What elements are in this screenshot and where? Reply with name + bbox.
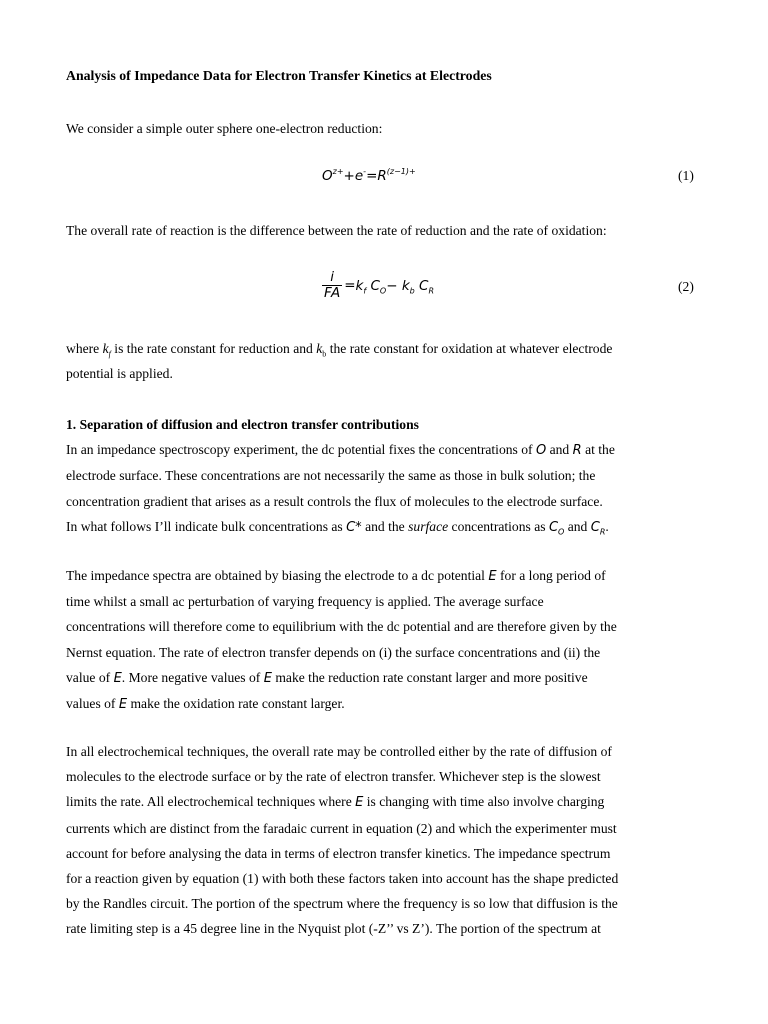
- impedance-paragraph: [66, 563, 702, 717]
- where-line-1: where $k_f$ is the rate constant for reduction and $k_b$ the rate constant for oxidation at whatever electrode: [66, 341, 613, 359]
- impedance-line-3: concentrations will therefore come to equilibrium with the dc potential and are therefore given by the: [66, 619, 617, 635]
- section-1-line-3: concentration gradient that arises as a result controls the flux of molecules to the electrode surface.: [66, 493, 603, 509]
- overall-rate-text: The overall rate of reaction is the difference between the rate of reduction and the rate of oxidation:: [66, 223, 607, 238]
- techniques-line-2: molecules to the electrode surface or by the rate of electron transfer. Whichever step is the slowest: [66, 769, 601, 785]
- impedance-line-4: Nernst equation. The rate of electron transfer depends on (i) the surface concentrations and (ii) the: [66, 644, 601, 660]
- section-1: [66, 412, 702, 540]
- rate-fraction: $\frac{i}{FA}$: [324, 269, 341, 301]
- section-1-line-1: In an impedance spectroscopy experiment, the dc potential fixes the concentrations of O and R at the: [66, 442, 615, 459]
- equation-1-number: (1): [678, 168, 694, 183]
- techniques-line-1: In all electrochemical techniques, the overall rate may be controlled either by the rate of diffusion of: [66, 744, 612, 759]
- techniques-line-3: limits the rate. All electrochemical techniques where E is changing with time also involve charging: [66, 794, 605, 811]
- impedance-line-6: values of E make the oxidation rate constant larger.: [66, 696, 345, 713]
- section-1-line-2: electrode surface. These concentrations are not necessarily the same as those in bulk solution; the: [66, 468, 596, 484]
- techniques-line-5: account for before analysing the data in terms of electron transfer kinetics. The impedance spectrum: [66, 845, 611, 861]
- document-title: Analysis of Impedance Data for Electron Transfer Kinetics at Electrodes: [66, 68, 492, 83]
- techniques-line-7: by the Randles circuit. The portion of the spectrum where the frequency is so low that diffusion is the: [66, 896, 618, 912]
- intro-paragraph: [66, 116, 702, 141]
- where-line-2: potential is applied.: [66, 366, 173, 382]
- impedance-line-5: value of E. More negative values of E make the reduction rate constant larger and more positive: [66, 669, 588, 686]
- equation-1-expression: $O^{z+}+e^-=R^{(z-1)+}$: [322, 166, 416, 184]
- techniques-line-4: currents which are distinct from the faradaic current in equation (2) and which the experimenter must: [66, 820, 617, 836]
- section-1-line-4: In what follows I’ll indicate bulk concentrations as C* and the surface concentrations as $C_O$ and $C_R$.: [66, 518, 609, 537]
- techniques-line-8: rate limiting step is a 45 degree line in the Nyquist plot (-Z’’ vs Z’). The portion of the spectrum at: [66, 921, 601, 937]
- where-paragraph: [66, 336, 702, 386]
- techniques-line-6: for a reaction given by equation (1) with both these factors taken into account has the shape predicted: [66, 871, 619, 887]
- equation-2-expression: $\frac{i}{FA}$ $=k_f$ $C_O- k_b$ $C_R$: [324, 269, 435, 301]
- overall-rate-paragraph: [66, 218, 702, 243]
- section-1-heading: 1. Separation of diffusion and electron transfer contributions: [66, 417, 419, 432]
- impedance-line-2: time whilst a small ac perturbation of varying frequency is applied. The average surface: [66, 594, 544, 610]
- equation-2-number: (2): [678, 279, 694, 294]
- techniques-paragraph: [66, 739, 702, 942]
- intro-text: We consider a simple outer sphere one-electron reduction:: [66, 121, 383, 136]
- impedance-line-1: The impedance spectra are obtained by biasing the electrode to a dc potential E for a long period of: [66, 568, 606, 584]
